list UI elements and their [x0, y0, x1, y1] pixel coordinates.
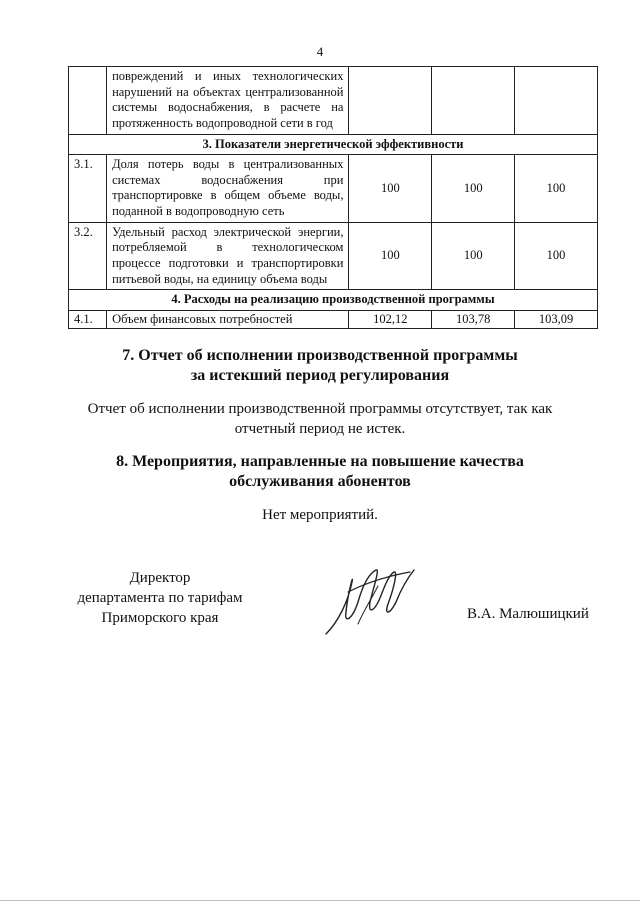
value-cell: 100 [432, 155, 515, 223]
desc-line: питьевой воды, на единицу объема воды [112, 271, 328, 286]
section-8-heading-line1: 8. Мероприятия, направленные на повышение качества [116, 453, 524, 470]
row-description [107, 67, 349, 135]
section-8-text: Нет мероприятий. [262, 507, 378, 523]
page-number: 4 [316, 44, 324, 59]
value-cell: 100 [349, 222, 432, 290]
signer-title [60, 568, 260, 628]
desc-line: повреждений и иных технологических [112, 69, 344, 83]
section-7-text-line1: Отчет об исполнении производственной программы отсутствует, так как [87, 401, 553, 417]
section-7-heading-line1: 7. Отчет об исполнении производственной программы [122, 347, 518, 364]
handwritten-signature [318, 562, 418, 642]
value-cell [349, 67, 432, 135]
table-row-3-2 [69, 222, 598, 290]
desc-line: системах водоснабжения при [112, 172, 344, 187]
value-cell: 100 [349, 155, 432, 223]
desc-line: системы водоснабжения, в расчете на [112, 100, 344, 115]
row-number: 4.1. [69, 310, 107, 329]
row-number-cell [69, 67, 107, 135]
value-cell [432, 67, 515, 135]
section-7-text-line2: отчетный период не истек. [234, 421, 406, 437]
signer-name: В.А. Малюшицкий [467, 606, 589, 622]
desc-line: протяженность водопроводной сети в год [112, 115, 333, 130]
table-row-4-1 [69, 310, 598, 329]
table-row-3-1 [69, 155, 598, 223]
signer-title-line: департамента по тарифам [77, 590, 243, 606]
section-3-header: 3. Показатели энергетической эффективности [69, 134, 598, 155]
desc-line: процессе подготовки и транспортировки [112, 255, 344, 270]
desc-line: Удельный расход электрической энергии, [112, 224, 344, 239]
section-4-header: 4. Расходы на реализацию производственной программы [69, 290, 598, 311]
section-header-row [69, 134, 598, 155]
section-8-heading-line2: обслуживания абонентов [229, 473, 411, 490]
section-header-row [69, 290, 598, 311]
value-cell: 100 [432, 222, 515, 290]
desc-line: нарушений на объектах централизованной [112, 84, 344, 99]
value-cell: 103,78 [432, 310, 515, 329]
value-cell: 100 [515, 222, 598, 290]
value-cell: 103,09 [515, 310, 598, 329]
value-cell [515, 67, 598, 135]
value-cell: 100 [515, 155, 598, 223]
signer-title-line: Директор [129, 570, 191, 586]
desc-line: потребляемой в технологическом [112, 240, 344, 255]
indicators-table [68, 66, 598, 329]
row-description [107, 155, 349, 223]
signer-title-line: Приморского края [101, 610, 219, 626]
section-7-heading-line2: за истекший период регулирования [190, 367, 450, 384]
desc-line: Доля потерь воды в централизованных [112, 157, 344, 172]
row-number: 3.2. [69, 222, 107, 290]
value-cell: 102,12 [349, 310, 432, 329]
desc-line: поданной в водопроводную сеть [112, 204, 285, 218]
table-row-continuation [69, 67, 598, 135]
scan-edge-line [0, 900, 640, 901]
row-description [107, 222, 349, 290]
row-description: Объем финансовых потребностей [107, 310, 349, 329]
desc-line: транспортировке в общем объеме воды, [112, 188, 344, 203]
row-number: 3.1. [69, 155, 107, 223]
